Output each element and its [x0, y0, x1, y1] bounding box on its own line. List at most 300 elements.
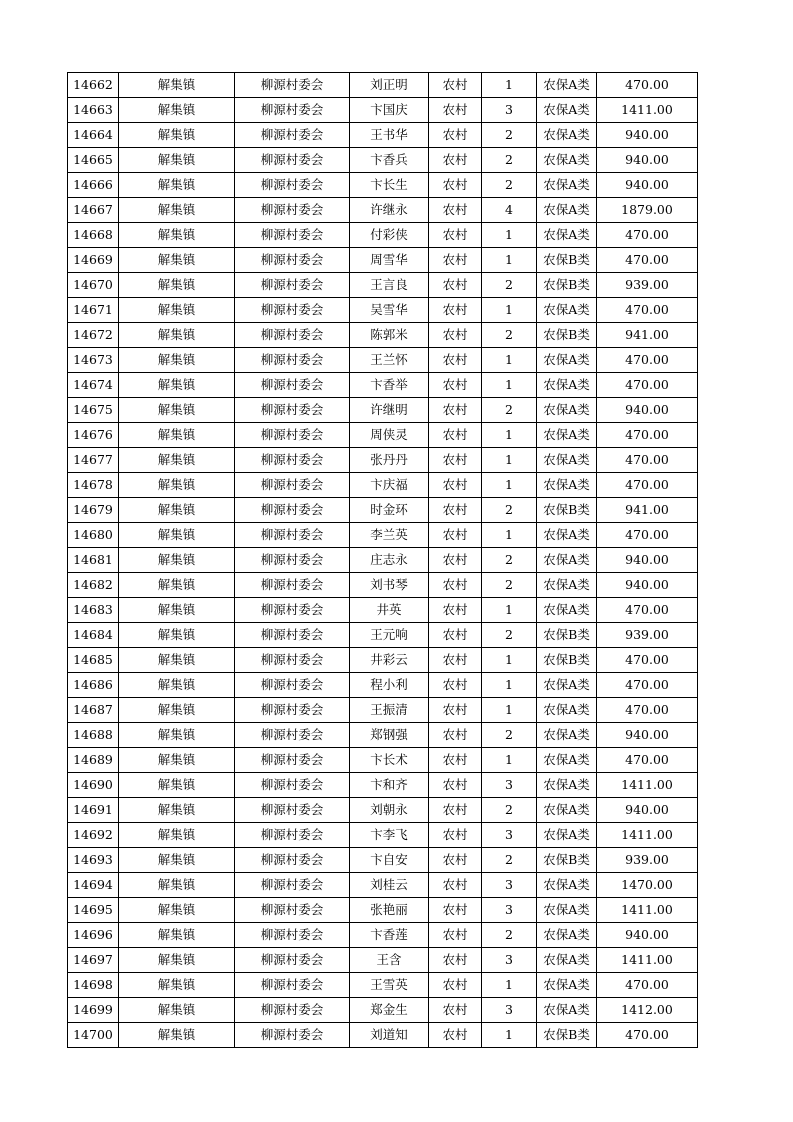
town-cell: 解集镇 — [119, 698, 235, 723]
village-cell: 柳源村委会 — [235, 698, 350, 723]
row-id-cell: 14675 — [68, 398, 119, 423]
town-cell: 解集镇 — [119, 848, 235, 873]
amount-cell: 470.00 — [597, 348, 698, 373]
village-cell: 柳源村委会 — [235, 798, 350, 823]
person-count-cell: 2 — [482, 573, 537, 598]
amount-cell: 470.00 — [597, 73, 698, 98]
town-cell: 解集镇 — [119, 198, 235, 223]
name-cell: 王兰怀 — [350, 348, 429, 373]
amount-cell: 470.00 — [597, 423, 698, 448]
table-row — [68, 923, 698, 948]
person-count-cell: 3 — [482, 873, 537, 898]
town-cell: 解集镇 — [119, 373, 235, 398]
village-cell: 柳源村委会 — [235, 673, 350, 698]
category-cell: 农保A类 — [537, 773, 597, 798]
village-cell: 柳源村委会 — [235, 923, 350, 948]
town-cell: 解集镇 — [119, 473, 235, 498]
household-type-cell: 农村 — [429, 823, 482, 848]
town-cell: 解集镇 — [119, 323, 235, 348]
household-type-cell: 农村 — [429, 998, 482, 1023]
amount-cell: 1879.00 — [597, 198, 698, 223]
village-cell: 柳源村委会 — [235, 273, 350, 298]
category-cell: 农保A类 — [537, 123, 597, 148]
household-type-cell: 农村 — [429, 123, 482, 148]
town-cell: 解集镇 — [119, 398, 235, 423]
row-id-cell: 14667 — [68, 198, 119, 223]
household-type-cell: 农村 — [429, 223, 482, 248]
table-row — [68, 473, 698, 498]
amount-cell: 1412.00 — [597, 998, 698, 1023]
person-count-cell: 1 — [482, 373, 537, 398]
name-cell: 许继明 — [350, 398, 429, 423]
household-type-cell: 农村 — [429, 73, 482, 98]
name-cell: 郑钢强 — [350, 723, 429, 748]
table-row — [68, 948, 698, 973]
village-cell: 柳源村委会 — [235, 848, 350, 873]
row-id-cell: 14695 — [68, 898, 119, 923]
table-row — [68, 598, 698, 623]
name-cell: 刘书琴 — [350, 573, 429, 598]
town-cell: 解集镇 — [119, 898, 235, 923]
category-cell: 农保B类 — [537, 648, 597, 673]
amount-cell: 940.00 — [597, 798, 698, 823]
category-cell: 农保A类 — [537, 673, 597, 698]
person-count-cell: 1 — [482, 523, 537, 548]
person-count-cell: 1 — [482, 348, 537, 373]
table-row — [68, 73, 698, 98]
name-cell: 王言良 — [350, 273, 429, 298]
amount-cell: 1470.00 — [597, 873, 698, 898]
amount-cell: 470.00 — [597, 698, 698, 723]
row-id-cell: 14676 — [68, 423, 119, 448]
household-type-cell: 农村 — [429, 698, 482, 723]
town-cell: 解集镇 — [119, 148, 235, 173]
category-cell: 农保A类 — [537, 398, 597, 423]
table-row — [68, 623, 698, 648]
household-type-cell: 农村 — [429, 323, 482, 348]
village-cell: 柳源村委会 — [235, 823, 350, 848]
person-count-cell: 2 — [482, 923, 537, 948]
person-count-cell: 3 — [482, 823, 537, 848]
town-cell: 解集镇 — [119, 73, 235, 98]
name-cell: 张艳丽 — [350, 898, 429, 923]
name-cell: 陈郭米 — [350, 323, 429, 348]
amount-cell: 939.00 — [597, 848, 698, 873]
category-cell: 农保A类 — [537, 148, 597, 173]
row-id-cell: 14698 — [68, 973, 119, 998]
name-cell: 刘正明 — [350, 73, 429, 98]
category-cell: 农保A类 — [537, 373, 597, 398]
town-cell: 解集镇 — [119, 1023, 235, 1048]
category-cell: 农保A类 — [537, 573, 597, 598]
village-cell: 柳源村委会 — [235, 498, 350, 523]
household-type-cell: 农村 — [429, 523, 482, 548]
amount-cell: 470.00 — [597, 448, 698, 473]
name-cell: 许继永 — [350, 198, 429, 223]
row-id-cell: 14689 — [68, 748, 119, 773]
person-count-cell: 1 — [482, 223, 537, 248]
row-id-cell: 14668 — [68, 223, 119, 248]
table-row — [68, 123, 698, 148]
amount-cell: 940.00 — [597, 548, 698, 573]
household-type-cell: 农村 — [429, 1023, 482, 1048]
village-cell: 柳源村委会 — [235, 473, 350, 498]
roster-table-body — [68, 73, 698, 1048]
row-id-cell: 14679 — [68, 498, 119, 523]
village-cell: 柳源村委会 — [235, 73, 350, 98]
amount-cell: 941.00 — [597, 498, 698, 523]
village-cell: 柳源村委会 — [235, 598, 350, 623]
row-id-cell: 14665 — [68, 148, 119, 173]
town-cell: 解集镇 — [119, 523, 235, 548]
row-id-cell: 14697 — [68, 948, 119, 973]
household-type-cell: 农村 — [429, 948, 482, 973]
name-cell: 吴雪华 — [350, 298, 429, 323]
household-type-cell: 农村 — [429, 473, 482, 498]
village-cell: 柳源村委会 — [235, 98, 350, 123]
household-type-cell: 农村 — [429, 973, 482, 998]
table-row — [68, 1023, 698, 1048]
amount-cell: 470.00 — [597, 373, 698, 398]
town-cell: 解集镇 — [119, 998, 235, 1023]
household-type-cell: 农村 — [429, 273, 482, 298]
amount-cell: 1411.00 — [597, 823, 698, 848]
village-cell: 柳源村委会 — [235, 623, 350, 648]
row-id-cell: 14674 — [68, 373, 119, 398]
category-cell: 农保A类 — [537, 998, 597, 1023]
category-cell: 农保A类 — [537, 73, 597, 98]
household-type-cell: 农村 — [429, 773, 482, 798]
person-count-cell: 1 — [482, 73, 537, 98]
person-count-cell: 3 — [482, 948, 537, 973]
table-row — [68, 973, 698, 998]
town-cell: 解集镇 — [119, 798, 235, 823]
table-row — [68, 573, 698, 598]
table-row — [68, 98, 698, 123]
town-cell: 解集镇 — [119, 448, 235, 473]
village-cell: 柳源村委会 — [235, 298, 350, 323]
amount-cell: 470.00 — [597, 748, 698, 773]
table-row — [68, 423, 698, 448]
table-row — [68, 723, 698, 748]
village-cell: 柳源村委会 — [235, 198, 350, 223]
table-row — [68, 323, 698, 348]
person-count-cell: 2 — [482, 123, 537, 148]
amount-cell: 470.00 — [597, 523, 698, 548]
village-cell: 柳源村委会 — [235, 348, 350, 373]
table-row — [68, 298, 698, 323]
table-row — [68, 748, 698, 773]
person-count-cell: 1 — [482, 698, 537, 723]
person-count-cell: 3 — [482, 773, 537, 798]
name-cell: 刘桂云 — [350, 873, 429, 898]
name-cell: 郑金生 — [350, 998, 429, 1023]
category-cell: 农保B类 — [537, 623, 597, 648]
town-cell: 解集镇 — [119, 573, 235, 598]
category-cell: 农保A类 — [537, 948, 597, 973]
table-row — [68, 398, 698, 423]
village-cell: 柳源村委会 — [235, 148, 350, 173]
village-cell: 柳源村委会 — [235, 173, 350, 198]
row-id-cell: 14690 — [68, 773, 119, 798]
village-cell: 柳源村委会 — [235, 748, 350, 773]
amount-cell: 470.00 — [597, 598, 698, 623]
amount-cell: 470.00 — [597, 298, 698, 323]
town-cell: 解集镇 — [119, 823, 235, 848]
name-cell: 刘道知 — [350, 1023, 429, 1048]
person-count-cell: 1 — [482, 423, 537, 448]
table-row — [68, 198, 698, 223]
row-id-cell: 14671 — [68, 298, 119, 323]
table-row — [68, 673, 698, 698]
name-cell: 井英 — [350, 598, 429, 623]
category-cell: 农保B类 — [537, 498, 597, 523]
person-count-cell: 1 — [482, 448, 537, 473]
roster-table — [67, 72, 698, 1048]
village-cell: 柳源村委会 — [235, 973, 350, 998]
person-count-cell: 2 — [482, 173, 537, 198]
town-cell: 解集镇 — [119, 873, 235, 898]
table-row — [68, 523, 698, 548]
town-cell: 解集镇 — [119, 98, 235, 123]
amount-cell: 1411.00 — [597, 773, 698, 798]
name-cell: 王书华 — [350, 123, 429, 148]
village-cell: 柳源村委会 — [235, 323, 350, 348]
amount-cell: 1411.00 — [597, 948, 698, 973]
row-id-cell: 14688 — [68, 723, 119, 748]
village-cell: 柳源村委会 — [235, 873, 350, 898]
person-count-cell: 2 — [482, 723, 537, 748]
name-cell: 王雪英 — [350, 973, 429, 998]
name-cell: 付彩侠 — [350, 223, 429, 248]
row-id-cell: 14687 — [68, 698, 119, 723]
table-row — [68, 498, 698, 523]
category-cell: 农保A类 — [537, 348, 597, 373]
household-type-cell: 农村 — [429, 623, 482, 648]
category-cell: 农保A类 — [537, 698, 597, 723]
name-cell: 卞李飞 — [350, 823, 429, 848]
category-cell: 农保B类 — [537, 273, 597, 298]
document-page — [67, 72, 698, 1048]
row-id-cell: 14699 — [68, 998, 119, 1023]
person-count-cell: 3 — [482, 998, 537, 1023]
town-cell: 解集镇 — [119, 173, 235, 198]
town-cell: 解集镇 — [119, 948, 235, 973]
person-count-cell: 3 — [482, 898, 537, 923]
person-count-cell: 1 — [482, 673, 537, 698]
household-type-cell: 农村 — [429, 673, 482, 698]
table-row — [68, 173, 698, 198]
row-id-cell: 14682 — [68, 573, 119, 598]
name-cell: 周侠灵 — [350, 423, 429, 448]
village-cell: 柳源村委会 — [235, 898, 350, 923]
person-count-cell: 2 — [482, 798, 537, 823]
category-cell: 农保A类 — [537, 873, 597, 898]
amount-cell: 470.00 — [597, 973, 698, 998]
table-row — [68, 373, 698, 398]
household-type-cell: 农村 — [429, 398, 482, 423]
row-id-cell: 14664 — [68, 123, 119, 148]
household-type-cell: 农村 — [429, 548, 482, 573]
amount-cell: 470.00 — [597, 248, 698, 273]
category-cell: 农保B类 — [537, 848, 597, 873]
person-count-cell: 1 — [482, 1023, 537, 1048]
household-type-cell: 农村 — [429, 848, 482, 873]
household-type-cell: 农村 — [429, 98, 482, 123]
category-cell: 农保A类 — [537, 923, 597, 948]
village-cell: 柳源村委会 — [235, 1023, 350, 1048]
name-cell: 卞香举 — [350, 373, 429, 398]
village-cell: 柳源村委会 — [235, 123, 350, 148]
town-cell: 解集镇 — [119, 723, 235, 748]
table-row — [68, 698, 698, 723]
household-type-cell: 农村 — [429, 898, 482, 923]
amount-cell: 470.00 — [597, 648, 698, 673]
row-id-cell: 14681 — [68, 548, 119, 573]
row-id-cell: 14696 — [68, 923, 119, 948]
row-id-cell: 14700 — [68, 1023, 119, 1048]
person-count-cell: 2 — [482, 848, 537, 873]
amount-cell: 940.00 — [597, 123, 698, 148]
category-cell: 农保A类 — [537, 173, 597, 198]
household-type-cell: 农村 — [429, 198, 482, 223]
table-row — [68, 873, 698, 898]
village-cell: 柳源村委会 — [235, 723, 350, 748]
household-type-cell: 农村 — [429, 648, 482, 673]
name-cell: 卞香莲 — [350, 923, 429, 948]
household-type-cell: 农村 — [429, 748, 482, 773]
row-id-cell: 14694 — [68, 873, 119, 898]
town-cell: 解集镇 — [119, 273, 235, 298]
town-cell: 解集镇 — [119, 748, 235, 773]
town-cell: 解集镇 — [119, 248, 235, 273]
person-count-cell: 4 — [482, 198, 537, 223]
name-cell: 卞自安 — [350, 848, 429, 873]
person-count-cell: 2 — [482, 398, 537, 423]
town-cell: 解集镇 — [119, 648, 235, 673]
village-cell: 柳源村委会 — [235, 423, 350, 448]
name-cell: 张丹丹 — [350, 448, 429, 473]
name-cell: 卞长术 — [350, 748, 429, 773]
category-cell: 农保B类 — [537, 248, 597, 273]
village-cell: 柳源村委会 — [235, 948, 350, 973]
row-id-cell: 14686 — [68, 673, 119, 698]
town-cell: 解集镇 — [119, 498, 235, 523]
town-cell: 解集镇 — [119, 923, 235, 948]
household-type-cell: 农村 — [429, 298, 482, 323]
person-count-cell: 2 — [482, 323, 537, 348]
household-type-cell: 农村 — [429, 248, 482, 273]
table-row — [68, 448, 698, 473]
household-type-cell: 农村 — [429, 798, 482, 823]
table-row — [68, 248, 698, 273]
category-cell: 农保A类 — [537, 723, 597, 748]
person-count-cell: 1 — [482, 648, 537, 673]
category-cell: 农保A类 — [537, 548, 597, 573]
table-row — [68, 998, 698, 1023]
table-row — [68, 548, 698, 573]
village-cell: 柳源村委会 — [235, 773, 350, 798]
person-count-cell: 2 — [482, 623, 537, 648]
village-cell: 柳源村委会 — [235, 398, 350, 423]
name-cell: 王振清 — [350, 698, 429, 723]
category-cell: 农保A类 — [537, 98, 597, 123]
town-cell: 解集镇 — [119, 423, 235, 448]
table-row — [68, 848, 698, 873]
household-type-cell: 农村 — [429, 423, 482, 448]
table-row — [68, 223, 698, 248]
household-type-cell: 农村 — [429, 573, 482, 598]
row-id-cell: 14684 — [68, 623, 119, 648]
category-cell: 农保A类 — [537, 423, 597, 448]
amount-cell: 940.00 — [597, 148, 698, 173]
amount-cell: 470.00 — [597, 223, 698, 248]
category-cell: 农保A类 — [537, 523, 597, 548]
person-count-cell: 1 — [482, 298, 537, 323]
row-id-cell: 14662 — [68, 73, 119, 98]
amount-cell: 470.00 — [597, 473, 698, 498]
name-cell: 时金环 — [350, 498, 429, 523]
table-row — [68, 798, 698, 823]
category-cell: 农保A类 — [537, 823, 597, 848]
town-cell: 解集镇 — [119, 123, 235, 148]
table-row — [68, 773, 698, 798]
amount-cell: 1411.00 — [597, 98, 698, 123]
table-row — [68, 823, 698, 848]
village-cell: 柳源村委会 — [235, 648, 350, 673]
category-cell: 农保B类 — [537, 1023, 597, 1048]
amount-cell: 940.00 — [597, 723, 698, 748]
row-id-cell: 14673 — [68, 348, 119, 373]
household-type-cell: 农村 — [429, 873, 482, 898]
row-id-cell: 14672 — [68, 323, 119, 348]
name-cell: 卞国庆 — [350, 98, 429, 123]
table-row — [68, 273, 698, 298]
household-type-cell: 农村 — [429, 498, 482, 523]
name-cell: 卞和齐 — [350, 773, 429, 798]
category-cell: 农保A类 — [537, 973, 597, 998]
person-count-cell: 2 — [482, 498, 537, 523]
person-count-cell: 1 — [482, 248, 537, 273]
village-cell: 柳源村委会 — [235, 523, 350, 548]
household-type-cell: 农村 — [429, 448, 482, 473]
row-id-cell: 14670 — [68, 273, 119, 298]
category-cell: 农保A类 — [537, 473, 597, 498]
person-count-cell: 3 — [482, 98, 537, 123]
name-cell: 卞香兵 — [350, 148, 429, 173]
amount-cell: 939.00 — [597, 273, 698, 298]
name-cell: 程小利 — [350, 673, 429, 698]
person-count-cell: 2 — [482, 548, 537, 573]
amount-cell: 470.00 — [597, 1023, 698, 1048]
name-cell: 周雪华 — [350, 248, 429, 273]
person-count-cell: 2 — [482, 273, 537, 298]
amount-cell: 940.00 — [597, 398, 698, 423]
village-cell: 柳源村委会 — [235, 573, 350, 598]
table-row — [68, 348, 698, 373]
category-cell: 农保A类 — [537, 898, 597, 923]
category-cell: 农保A类 — [537, 298, 597, 323]
town-cell: 解集镇 — [119, 973, 235, 998]
amount-cell: 1411.00 — [597, 898, 698, 923]
table-row — [68, 898, 698, 923]
person-count-cell: 1 — [482, 748, 537, 773]
town-cell: 解集镇 — [119, 548, 235, 573]
row-id-cell: 14680 — [68, 523, 119, 548]
category-cell: 农保A类 — [537, 598, 597, 623]
village-cell: 柳源村委会 — [235, 223, 350, 248]
amount-cell: 470.00 — [597, 673, 698, 698]
